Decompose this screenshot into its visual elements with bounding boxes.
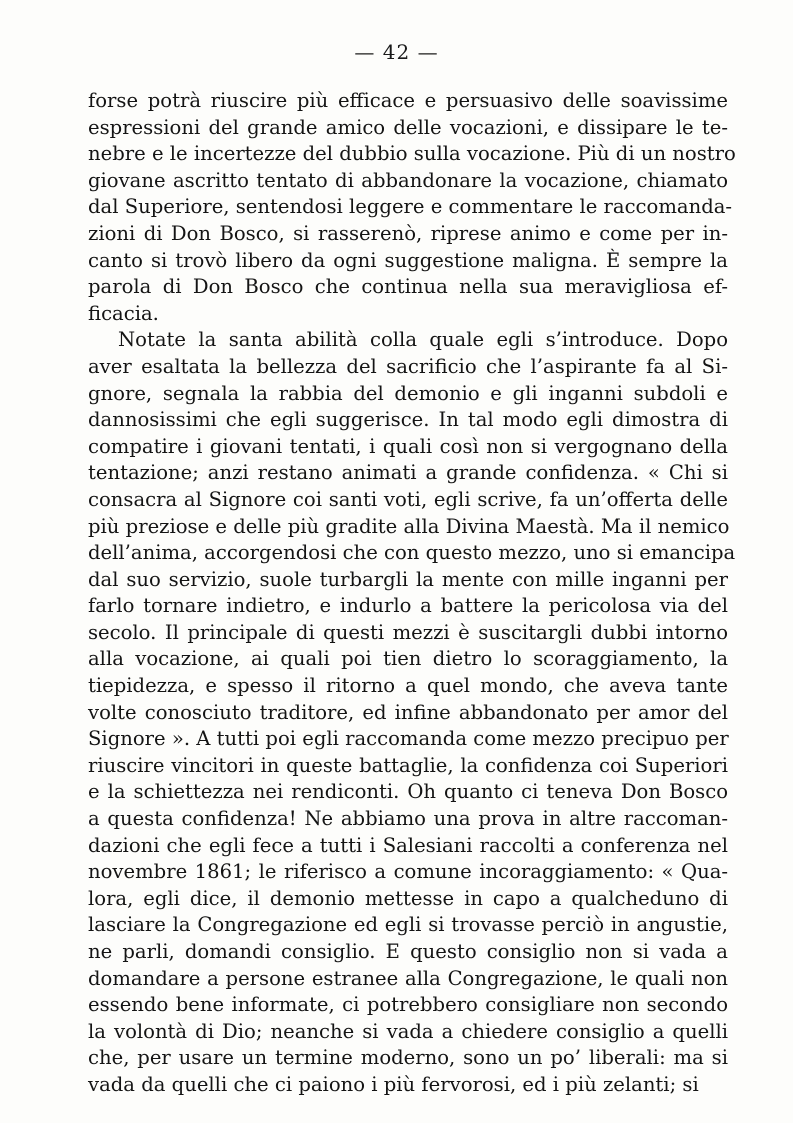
text-line: canto si trovò libero da ogni suggestione maligna. È sempre la xyxy=(88,248,728,272)
paragraph xyxy=(88,88,736,327)
text-line: consacra al Signore coi santi voti, egli scrive, fa un’offerta delle xyxy=(88,487,728,511)
text-line: Notate la santa abilità colla quale egli s’introduce. Dopo xyxy=(118,328,728,352)
text-line: la volontà di Dio; neanche si vada a chiedere consiglio a quelli xyxy=(88,1019,728,1043)
text-line: forse potrà riuscire più efficace e persuasivo delle soavissime xyxy=(88,89,728,112)
text-line: riuscire vincitori in queste battaglie, la confidenza coi Superiori xyxy=(88,753,728,777)
text-line: giovane ascritto tentato di abbandonare la vocazione, chiamato xyxy=(88,168,728,192)
text-line: più preziose e delle più gradite alla Divina Maestà. Ma il nemico xyxy=(88,514,730,538)
text-line: novembre 1861; le riferisco a comune incoraggiamento: « Qua- xyxy=(88,860,728,884)
text-line: vada da quelli che ci paiono i più fervorosi, ed i più zelanti; si xyxy=(88,1072,699,1096)
text-line: alla vocazione, ai quali poi tien dietro lo scoraggiamento, la xyxy=(88,647,728,671)
text-line: e la schiettezza nei rendiconti. Oh quanto ci teneva Don Bosco xyxy=(88,780,728,804)
text-line: lasciare la Congregazione ed egli si trovasse perciò in angustie, xyxy=(88,913,728,937)
text-line: a questa confidenza! Ne abbiamo una prova in altre raccoman- xyxy=(88,807,728,831)
page-number: — 42 — xyxy=(354,40,439,64)
text-line: domandare a persone estranee alla Congregazione, le quali non xyxy=(88,966,728,990)
text-line: parola di Don Bosco che continua nella sua meravigliosa ef- xyxy=(88,275,728,299)
text-line: tentazione; anzi restano animati a grande confidenza. « Chi si xyxy=(88,461,728,485)
text-line: zioni di Don Bosco, si rasserenò, riprese animo e come per in- xyxy=(88,221,728,245)
text-line: ne parli, domandi consiglio. E questo consiglio non si vada a xyxy=(88,940,728,963)
paragraph xyxy=(88,327,736,1098)
text-line: espressioni del grande amico delle vocazioni, e dissipare le te- xyxy=(88,115,728,139)
text-line: compatire i giovani tentati, i quali così non si vergognano della xyxy=(88,434,728,458)
text-line: nebre e le incertezze del dubbio sulla vocazione. Più di un nostro xyxy=(88,142,736,166)
text-line: essendo bene informate, ci potrebbero consigliare non secondo xyxy=(88,993,728,1017)
text-line: volte conosciuto traditore, ed infine abbandonato per amor del xyxy=(88,700,728,724)
text-line: tiepidezza, e spesso il ritorno a quel mondo, che aveva tante xyxy=(88,674,728,698)
text-line: secolo. Il principale di questi mezzi è suscitargli dubbi intorno xyxy=(88,620,728,644)
text-line: Signore ». A tutti poi egli raccomanda come mezzo precipuo per xyxy=(88,727,729,751)
text-line: dannosissimi che egli suggerisce. In tal modo egli dimostra di xyxy=(88,408,728,432)
text-line: lora, egli dice, il demonio mettesse in capo a qualcheduno di xyxy=(88,886,728,910)
text-line: dazioni che egli fece a tutti i Salesiani raccolti a conferenza nel xyxy=(88,833,728,857)
text-line: che, per usare un termine moderno, sono un po’ liberali: ma si xyxy=(88,1046,728,1070)
text-line: farlo tornare indietro, e indurlo a battere la pericolosa via del xyxy=(88,594,728,618)
text-body xyxy=(88,88,736,1099)
text-line: dal suo servizio, suole turbargli la mente con mille inganni per xyxy=(88,567,728,591)
text-line: aver esaltata la bellezza del sacrificio che l’aspirante fa al Si- xyxy=(88,354,728,378)
text-line: dal Superiore, sentendosi leggere e commentare le raccomanda- xyxy=(88,195,733,219)
text-line: ficacia. xyxy=(88,301,159,325)
text-line: gnore, segnala la rabbia del demonio e gli inganni subdoli e xyxy=(88,381,728,405)
text-line: dell’anima, accorgendosi che con questo mezzo, uno si emancipa xyxy=(88,541,736,565)
